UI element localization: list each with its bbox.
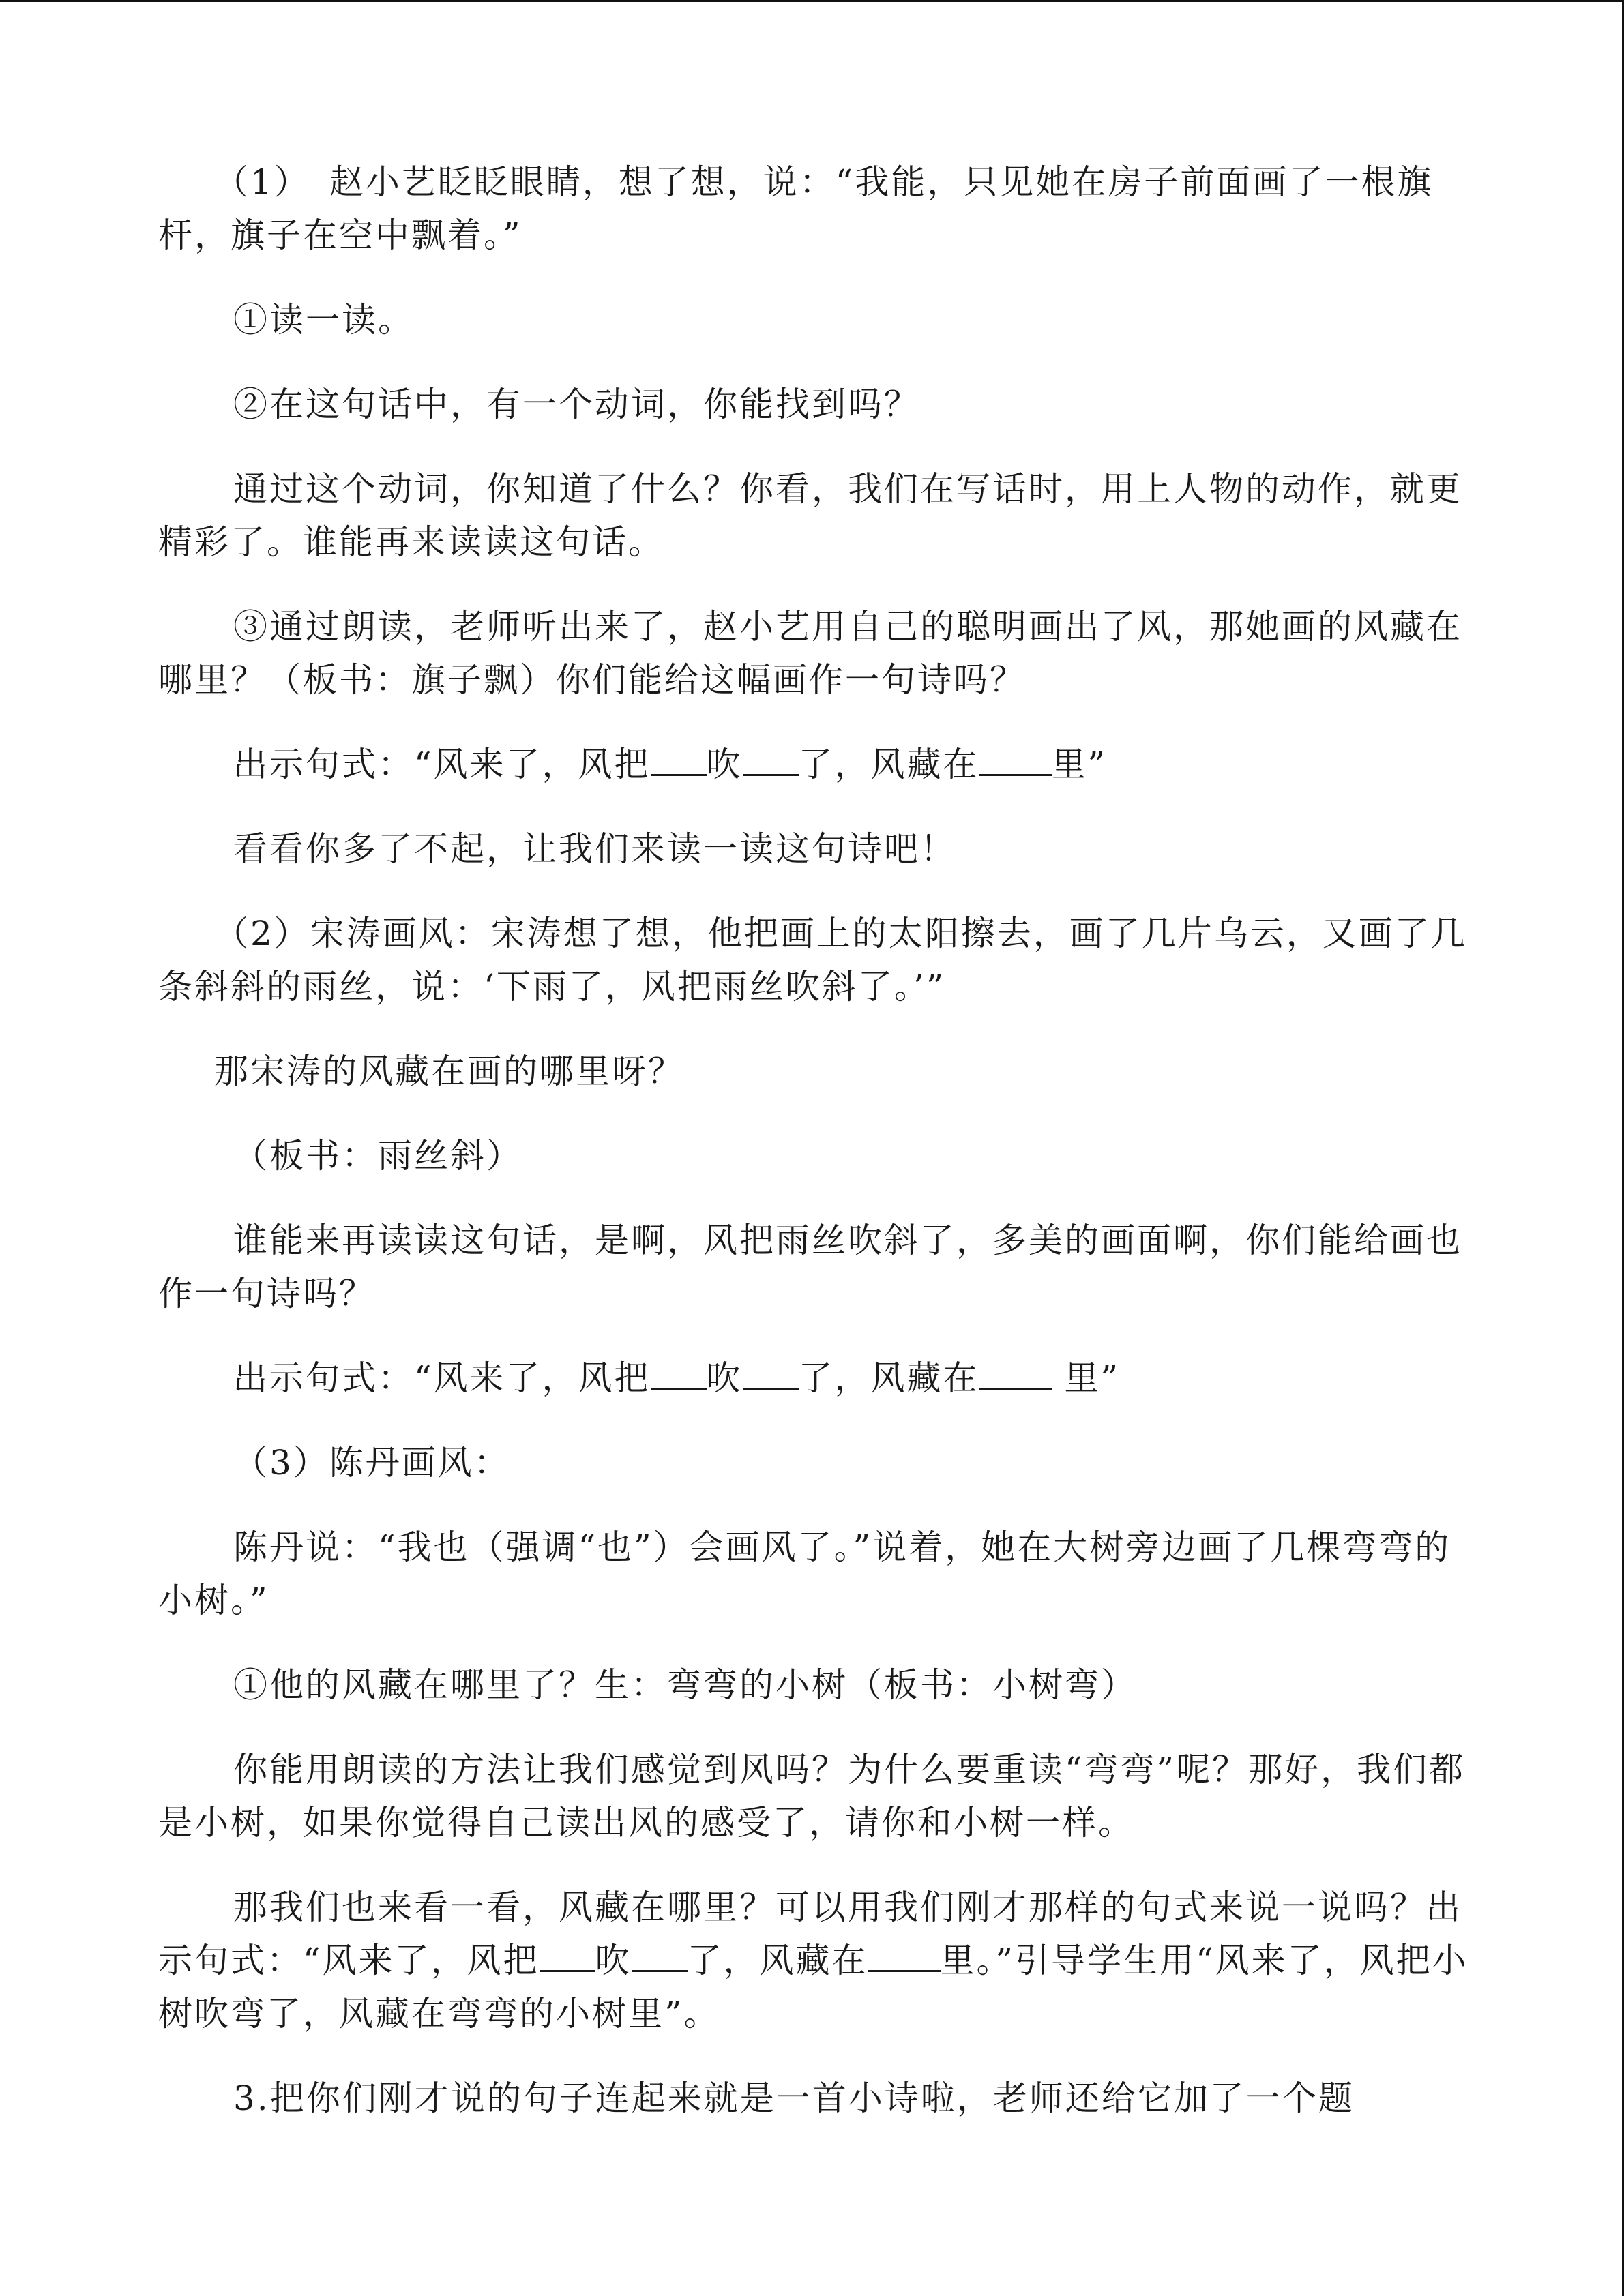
fill-blank-1 xyxy=(651,1355,707,1390)
pattern-part-c: 了，风藏在 xyxy=(798,745,979,784)
pattern-part-d: 里” xyxy=(1051,1358,1121,1398)
paragraph-18: 3.把你们刚才说的句子连起来就是一首小诗啦，老师还给它加了一个题 xyxy=(233,2078,1355,2118)
paragraph-17-sentence-pattern xyxy=(158,1881,1475,2040)
pattern-part-a: 出示句式：“风来了，风把 xyxy=(233,745,651,784)
fill-blank-2 xyxy=(632,1937,688,1972)
paragraph-10: （板书：雨丝斜） xyxy=(233,1136,522,1176)
paragraph-7: 看看你多了不起，让我们来读一读这句诗吧！ xyxy=(233,829,956,869)
paragraph-1: （1） 赵小艺眨眨眼睛，想了想，说：“我能，只见她在房子前面画了一根旗杆，旗子在空中飘着。” xyxy=(158,162,1434,255)
fill-blank-2 xyxy=(743,741,799,776)
fill-blank-3 xyxy=(979,741,1052,776)
fill-blank-3 xyxy=(868,1937,941,1972)
paragraph-15: ①他的风藏在哪里了？生：弯弯的小树（板书：小树弯） xyxy=(233,1665,1137,1705)
pattern-part-d: 里” xyxy=(1051,745,1108,784)
paragraph-8: （2）宋涛画风：宋涛想了想，他把画上的太阳擦去，画了几片乌云，又画了几条斜斜的雨丝，说：‘下雨了，风把雨丝吹斜了。’” xyxy=(158,914,1467,1007)
paragraph-9: 那宋涛的风藏在画的哪里呀？ xyxy=(214,1052,684,1091)
paragraph-2: ①读一读。 xyxy=(233,300,414,340)
fill-blank-3 xyxy=(979,1355,1052,1390)
pattern-part-b: 吹 xyxy=(595,1941,632,1980)
paragraph-12-sentence-pattern xyxy=(158,1352,1475,1405)
fill-blank-2 xyxy=(743,1355,799,1390)
pattern-part-c: 了，风藏在 xyxy=(798,1358,979,1398)
fill-blank-1 xyxy=(540,1937,595,1972)
pattern-part-c: 了，风藏在 xyxy=(687,1941,868,1980)
document-body xyxy=(158,155,1475,2156)
pattern-part-a: 那我们也来看一看，风藏在哪里？可以用我们刚才那样的句式来说一说吗？出示句式：“风来了，风把 xyxy=(158,1888,1462,1980)
pattern-part-b: 吹 xyxy=(706,745,743,784)
paragraph-6-sentence-pattern xyxy=(158,738,1475,791)
pattern-part-d: 里。”引导学生用“风来了，风把小树吹弯了，风藏在弯弯的小树里”。 xyxy=(158,1941,1468,2033)
paragraph-11: 谁能来再读读这句话，是啊，风把雨丝吹斜了，多美的画面啊，你们能给画也作一句诗吗？ xyxy=(158,1221,1462,1313)
paragraph-5: ③通过朗读，老师听出来了，赵小艺用自己的聪明画出了风，那她画的风藏在哪里？（板书：旗子飘）你们能给这幅画作一句诗吗？ xyxy=(158,607,1462,700)
paragraph-14: 陈丹说：“我也（强调“也”）会画风了。”说着，她在大树旁边画了几棵弯弯的小树。” xyxy=(158,1527,1451,1620)
fill-blank-1 xyxy=(651,741,707,776)
paragraph-3: ②在这句话中，有一个动词，你能找到吗？ xyxy=(233,385,920,424)
paragraph-16: 你能用朗读的方法让我们感觉到风吗？为什么要重读“弯弯”呢？那好，我们都是小树，如果你觉得自己读出风的感受了，请你和小树一样。 xyxy=(158,1750,1466,1843)
pattern-part-b: 吹 xyxy=(706,1358,743,1398)
paragraph-13: （3）陈丹画风： xyxy=(233,1443,510,1482)
pattern-part-a: 出示句式：“风来了，风把 xyxy=(233,1358,651,1398)
paragraph-4: 通过这个动词，你知道了什么？你看，我们在写话时，用上人物的动作，就更精彩了。谁能再来读读这句话。 xyxy=(158,469,1462,562)
